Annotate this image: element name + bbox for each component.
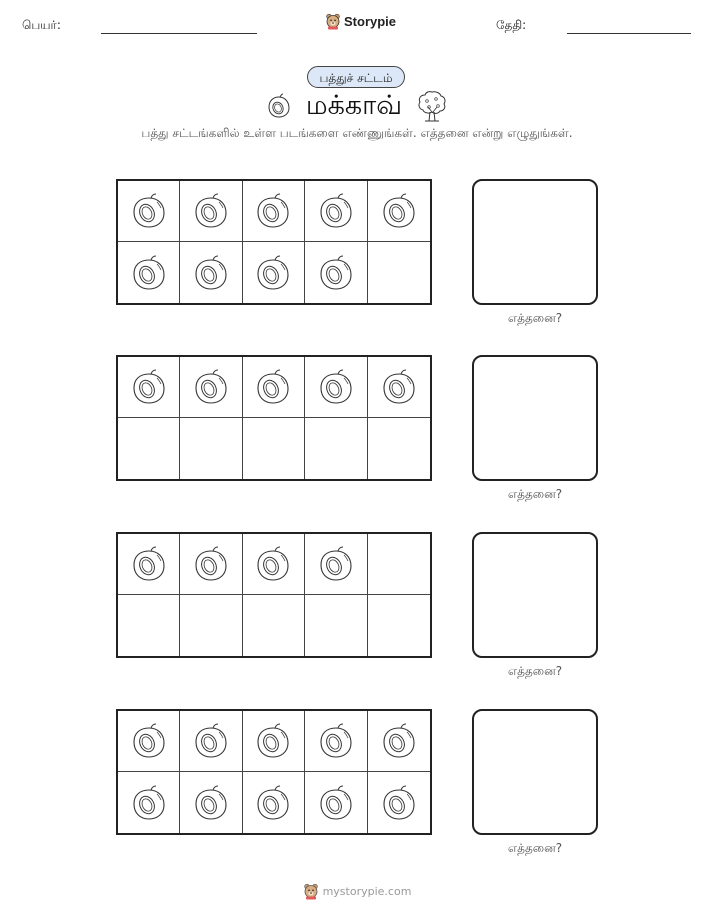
macau-fruit-icon — [317, 722, 355, 760]
frame-cell — [243, 772, 305, 833]
frame-cell — [180, 242, 242, 303]
how-many-label-4: எத்தனை? — [507, 841, 563, 855]
tree-icon — [416, 89, 448, 123]
frame-cell — [118, 595, 180, 656]
frame-cell — [243, 418, 305, 479]
macau-fruit-icon — [192, 254, 230, 292]
frame-cell — [243, 595, 305, 656]
frame-cell — [180, 772, 242, 833]
name-line — [101, 33, 257, 34]
frame-cell — [243, 534, 305, 595]
frame-cell — [180, 595, 242, 656]
macau-fruit-icon — [254, 192, 292, 230]
frame-cell — [180, 418, 242, 479]
name-label: பெயர்: — [22, 18, 61, 32]
frame-cell — [243, 181, 305, 242]
macau-fruit-icon — [254, 254, 292, 292]
frame-cell — [180, 534, 242, 595]
frame-cell — [118, 242, 180, 303]
frame-cell — [243, 357, 305, 418]
instructions: பத்து சட்டங்களில் உள்ள படங்களை எண்ணுங்கள். எத்தனை என்று எழுதுங்கள். — [141, 126, 573, 140]
title-row — [0, 88, 714, 124]
fruit-icon — [266, 93, 292, 119]
frame-cell — [305, 418, 367, 479]
macau-fruit-icon — [254, 368, 292, 406]
frame-cell — [118, 418, 180, 479]
macau-fruit-icon — [317, 368, 355, 406]
macau-fruit-icon — [130, 254, 168, 292]
frame-cell — [243, 242, 305, 303]
frame-cell — [368, 711, 430, 772]
macau-fruit-icon — [254, 784, 292, 822]
frame-cell — [368, 357, 430, 418]
logo — [325, 13, 396, 30]
frame-cell — [180, 711, 242, 772]
how-many-label-2: எத்தனை? — [507, 487, 563, 501]
footer-url: mystorypie.com — [322, 885, 412, 898]
macau-fruit-icon — [380, 784, 418, 822]
frame-cell — [180, 181, 242, 242]
frame-cell — [118, 534, 180, 595]
frame-cell — [368, 534, 430, 595]
macau-fruit-icon — [192, 784, 230, 822]
frame-cell — [368, 595, 430, 656]
logo-text: Storypie — [344, 14, 397, 29]
macau-fruit-icon — [317, 254, 355, 292]
date-label: தேதி: — [496, 18, 527, 32]
macau-fruit-icon — [130, 368, 168, 406]
bear-icon — [303, 883, 319, 900]
macau-fruit-icon — [130, 784, 168, 822]
macau-fruit-icon — [317, 545, 355, 583]
macau-fruit-icon — [380, 192, 418, 230]
answer-box-3[interactable] — [472, 532, 598, 658]
macau-fruit-icon — [192, 722, 230, 760]
frame-cell — [368, 242, 430, 303]
macau-fruit-icon — [130, 545, 168, 583]
answer-box-2[interactable] — [472, 355, 598, 481]
macau-fruit-icon — [130, 192, 168, 230]
macau-fruit-icon — [380, 368, 418, 406]
macau-fruit-icon — [192, 192, 230, 230]
answer-box-4[interactable] — [472, 709, 598, 835]
macau-fruit-icon — [192, 545, 230, 583]
macau-fruit-icon — [317, 784, 355, 822]
how-many-label-1: எத்தனை? — [507, 311, 563, 325]
macau-fruit-icon — [380, 722, 418, 760]
ten-frame-badge: பத்துச் சட்டம் — [307, 66, 405, 88]
how-many-label-3: எத்தனை? — [507, 664, 563, 678]
frame-cell — [305, 357, 367, 418]
frame-cell — [368, 772, 430, 833]
frame-cell — [305, 181, 367, 242]
frame-cell — [118, 772, 180, 833]
page-title: மக்காவ் — [305, 90, 403, 121]
frame-cell — [305, 595, 367, 656]
answer-box-1[interactable] — [472, 179, 598, 305]
date-line — [567, 33, 691, 34]
frame-cell — [305, 711, 367, 772]
frame-cell — [368, 418, 430, 479]
frame-cell — [305, 534, 367, 595]
macau-fruit-icon — [254, 545, 292, 583]
macau-fruit-icon — [130, 722, 168, 760]
frame-cell — [368, 181, 430, 242]
ten-frame-4 — [116, 709, 432, 835]
frame-cell — [305, 242, 367, 303]
frame-cell — [118, 711, 180, 772]
frame-cell — [118, 181, 180, 242]
macau-fruit-icon — [192, 368, 230, 406]
frame-cell — [305, 772, 367, 833]
macau-fruit-icon — [254, 722, 292, 760]
frame-cell — [180, 357, 242, 418]
ten-frame-1 — [116, 179, 432, 305]
footer — [0, 883, 714, 900]
frame-cell — [243, 711, 305, 772]
frame-cell — [118, 357, 180, 418]
bear-icon — [325, 13, 341, 30]
ten-frame-3 — [116, 532, 432, 658]
ten-frame-2 — [116, 355, 432, 481]
macau-fruit-icon — [317, 192, 355, 230]
